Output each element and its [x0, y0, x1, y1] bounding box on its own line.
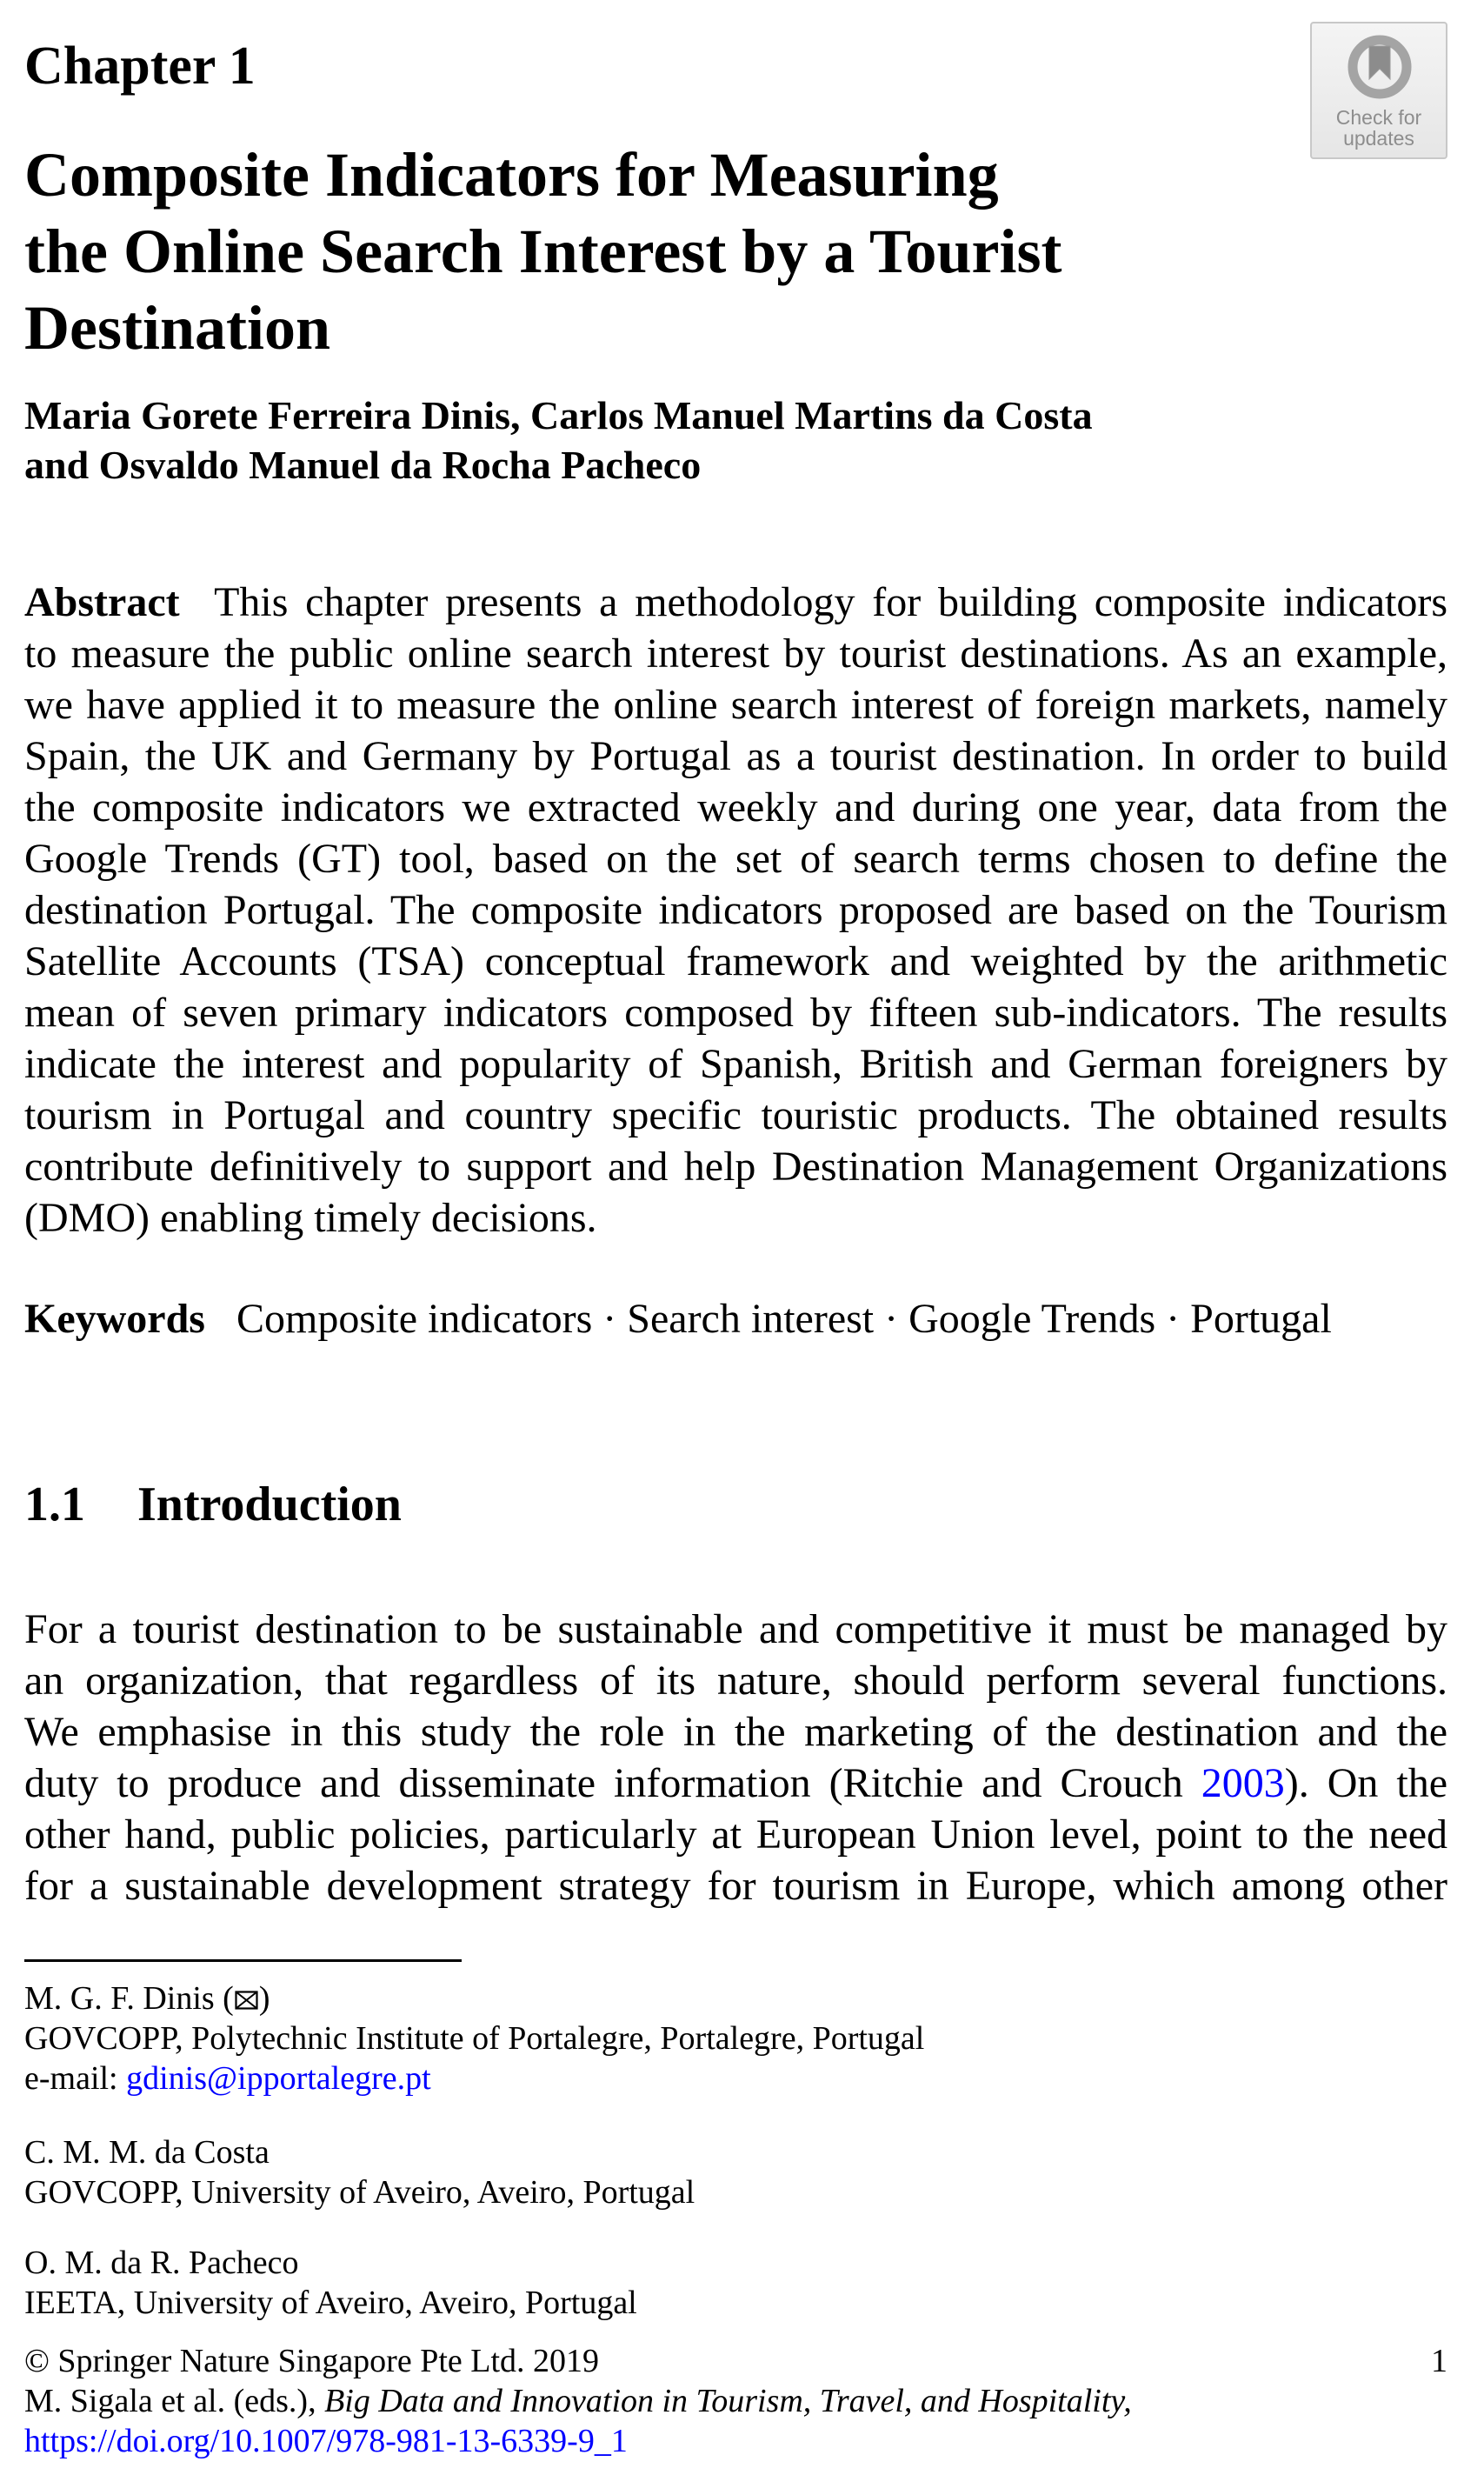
body-line: for a sustainable development strategy for tourism in Europe, which among other: [24, 1863, 1447, 1909]
abstract-line: (DMO) enabling timely decisions.: [24, 1195, 597, 1241]
keyword-separator: ·: [602, 1296, 617, 1342]
badge-label: updates: [1343, 127, 1414, 150]
section-title: Introduction: [137, 1478, 402, 1531]
affiliation-name: C. M. M. da Costa: [24, 2134, 270, 2171]
abstract-line: tourism in Portugal and country specific touristic products. The obtained results: [24, 1092, 1447, 1138]
book-title: Big Data and Innovation in Tourism, Travel, and Hospitality: [324, 2383, 1124, 2419]
section-number: 1.1: [24, 1478, 85, 1531]
abstract: [24, 577, 1447, 1244]
keyword: Composite indicators: [236, 1296, 593, 1342]
email-label: e-mail:: [24, 2060, 127, 2097]
body-line: We emphasise in this study the role in the marketing of the destination and the: [24, 1709, 1447, 1755]
page-number: 1: [1431, 2343, 1447, 2379]
abstract-line: we have applied it to measure the online search interest of foreign markets, namely: [24, 682, 1447, 728]
abstract-line: Satellite Accounts (TSA) conceptual framework and weighted by the arithmetic: [24, 938, 1447, 984]
abstract-line: the composite indicators we extracted weekly and during one year, data from the: [24, 784, 1447, 831]
chapter-title: [24, 137, 1061, 366]
section-heading: [24, 1478, 402, 1531]
doi-line: [24, 2421, 1447, 2461]
publication-info: [24, 2341, 1447, 2461]
email-link[interactable]: gdinis@ipportalegre.pt: [126, 2060, 431, 2097]
affiliation-name: O. M. da R. Pacheco: [24, 2245, 299, 2281]
citation-line: M. Sigala et al. (eds.), Big Data and Innovation in Tourism, Travel, and Hospitality,: [24, 2383, 1132, 2419]
abstract-line: Spain, the UK and Germany by Portugal as a tourist destination. In order to build: [24, 733, 1447, 779]
keyword: Search interest: [627, 1296, 875, 1342]
abstract-line: destination Portugal. The composite indicators proposed are based on the Tourism: [24, 887, 1447, 933]
affiliation-email-line: [24, 2058, 924, 2098]
chapter-label: Chapter 1: [24, 37, 256, 96]
footnote-divider: [24, 1959, 462, 1962]
intro-paragraph: [24, 1604, 1447, 1911]
affiliation-block: [24, 2243, 637, 2323]
affiliation-name-line: M. G. F. Dinis ( ): [24, 1980, 270, 2017]
abstract-line: Abstract This chapter presents a methodology for building composite indicators: [24, 579, 1447, 625]
title-line: the Online Search Interest by a Tourist: [24, 217, 1062, 286]
abstract-line: contribute definitively to support and help Destination Management Organizations: [24, 1144, 1447, 1190]
abstract-line: mean of seven primary indicators composed by fifteen sub-indicators. The results: [24, 990, 1447, 1036]
author-list: [24, 390, 1093, 490]
check-for-updates-badge[interactable]: [1310, 22, 1447, 159]
affiliation-block: [24, 2132, 695, 2212]
keyword-separator: ·: [884, 1296, 899, 1342]
keywords: [24, 1293, 1332, 1344]
affiliation-name: M. G. F. Dinis: [24, 1980, 215, 2017]
affiliation-institution: GOVCOPP, Polytechnic Institute of Portalegre, Portalegre, Portugal: [24, 2020, 925, 2057]
author-line: and Osvaldo Manuel da Rocha Pacheco: [24, 443, 702, 487]
keyword: Google Trends: [908, 1296, 1156, 1342]
affiliation-institution: IEETA, University of Aveiro, Aveiro, Portugal: [24, 2285, 637, 2321]
title-line: Composite Indicators for Measuring: [24, 140, 999, 210]
badge-label: Check for: [1335, 106, 1422, 129]
keywords-label: Keywords: [24, 1296, 205, 1342]
citation-link[interactable]: 2003: [1201, 1760, 1285, 1806]
affiliation-institution: GOVCOPP, University of Aveiro, Aveiro, Portugal: [24, 2174, 695, 2211]
body-line: duty to produce and disseminate information (Ritchie and Crouch 2003). On the: [24, 1760, 1447, 1806]
keyword-separator: ·: [1166, 1296, 1181, 1342]
body-line: For a tourist destination to be sustainable and competitive it must be managed by: [24, 1606, 1447, 1652]
keyword: Portugal: [1190, 1296, 1332, 1342]
author-line: Maria Gorete Ferreira Dinis, Carlos Manuel Martins da Costa: [24, 393, 1093, 437]
abstract-line: to measure the public online search interest by tourist destinations. As an example,: [24, 630, 1447, 677]
body-line: an organization, that regardless of its nature, should perform several functions.: [24, 1658, 1447, 1704]
envelope-icon: [235, 1991, 258, 2010]
doi-link[interactable]: https://doi.org/10.1007/978-981-13-6339-9_1: [24, 2423, 628, 2459]
abstract-line: Google Trends (GT) tool, based on the set of search terms chosen to define the: [24, 836, 1447, 882]
body-line: other hand, public policies, particularly at European Union level, point to the need: [24, 1811, 1447, 1858]
affiliation-block: [24, 1978, 924, 2098]
bookmark-circle-icon: [1347, 34, 1413, 100]
copyright-line: © Springer Nature Singapore Pte Ltd. 2019: [24, 2343, 600, 2379]
title-line: Destination: [24, 293, 331, 363]
abstract-label: Abstract: [24, 579, 180, 625]
abstract-line: indicate the interest and popularity of Spanish, British and German foreigners by: [24, 1041, 1447, 1087]
